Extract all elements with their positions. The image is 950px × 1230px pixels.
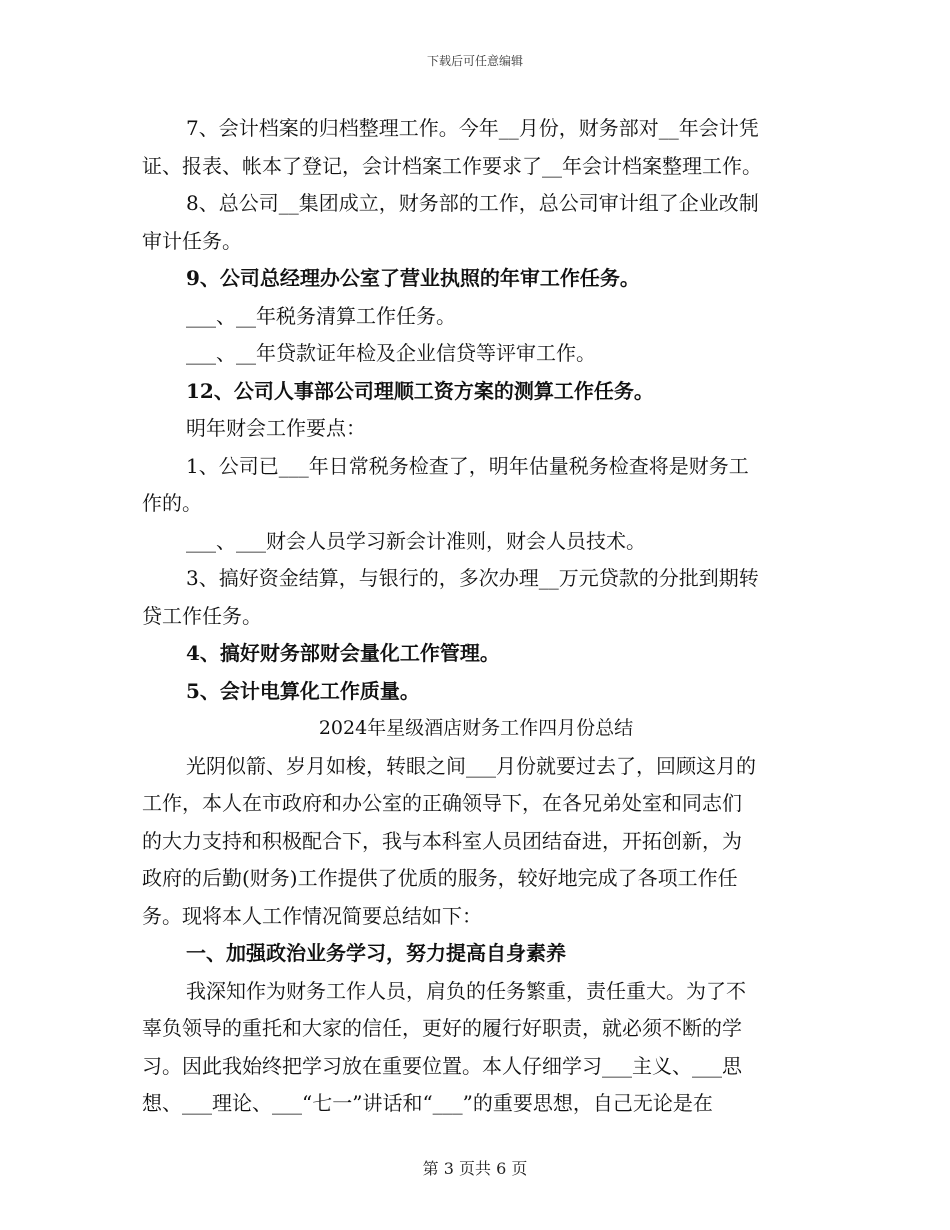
page-footer: 第 3 页共 6 页 bbox=[422, 1159, 528, 1178]
text-line: 辜负领导的重托和大家的信任，更好的履行好职责，就必须不断的学 bbox=[142, 1016, 742, 1040]
text-line: 9、公司总经理办公室了营业执照的年审工作任务。 bbox=[186, 266, 640, 290]
text-line: 想、___理论、___“七一”讲话和“___”的重要思想，自己无论是在 bbox=[142, 1091, 713, 1115]
text-line: 12、公司人事部公司理顺工资方案的测算工作任务。 bbox=[186, 378, 654, 403]
text-line: 习。因此我始终把学习放在重要位置。本人仔细学习___主义、___思 bbox=[142, 1053, 742, 1078]
text-line: 3、搞好资金结算，与银行的，多次办理__万元贷款的分批到期转 bbox=[186, 566, 759, 590]
text-line: 一、加强政治业务学习，努力提高自身素养 bbox=[186, 941, 566, 965]
text-line: 务。现将本人工作情况简要总结如下： bbox=[142, 903, 482, 928]
page-header: 下载后可任意编辑 bbox=[426, 54, 523, 68]
section-title: 2024年星级酒店财务工作四月份总结 bbox=[318, 717, 634, 739]
text-line: 1、公司已___年日常税务检查了，明年估量税务检查将是财务工 bbox=[186, 453, 749, 478]
text-line: 证、报表、帐本了登记，会计档案工作要求了__年会计档案整理工作。 bbox=[142, 153, 762, 178]
text-line: 7、会计档案的归档整理工作。今年__月份，财务部对__年会计凭 bbox=[186, 116, 759, 140]
text-line: 作的。 bbox=[142, 491, 202, 515]
text-line: 政府的后勤(财务)工作提供了优质的服务，较好地完成了各项工作任 bbox=[142, 866, 738, 890]
text-line: 光阴似箭、岁月如梭，转眼之间___月份就要过去了，回顾这月的 bbox=[186, 753, 756, 778]
text-line: 审计任务。 bbox=[142, 228, 242, 253]
text-line: 我深知作为财务工作人员，肩负的任务繁重，责任重大。为了不 bbox=[186, 978, 746, 1003]
text-line: 明年财会工作要点： bbox=[186, 416, 366, 440]
document-body bbox=[142, 110, 810, 1123]
text-line: 4、搞好财务部财会量化工作管理。 bbox=[186, 641, 500, 665]
text-line: 工作，本人在市政府和办公室的正确领导下，在各兄弟处室和同志们 bbox=[142, 791, 742, 815]
text-line: 5、会计电算化工作质量。 bbox=[186, 678, 420, 703]
text-line: ___、__年税务清算工作任务。 bbox=[186, 303, 456, 328]
text-line: 8、总公司__集团成立，财务部的工作，总公司审计组了企业改制 bbox=[186, 191, 759, 215]
text-line: 贷工作任务。 bbox=[142, 603, 262, 628]
text-line: ___、__年贷款证年检及企业信贷等评审工作。 bbox=[186, 341, 596, 365]
text-line: 的大力支持和积极配合下，我与本科室人员团结奋进，开拓创新，为 bbox=[142, 828, 742, 853]
text-line: ___、___财会人员学习新会计准则，财会人员技术。 bbox=[186, 528, 646, 553]
